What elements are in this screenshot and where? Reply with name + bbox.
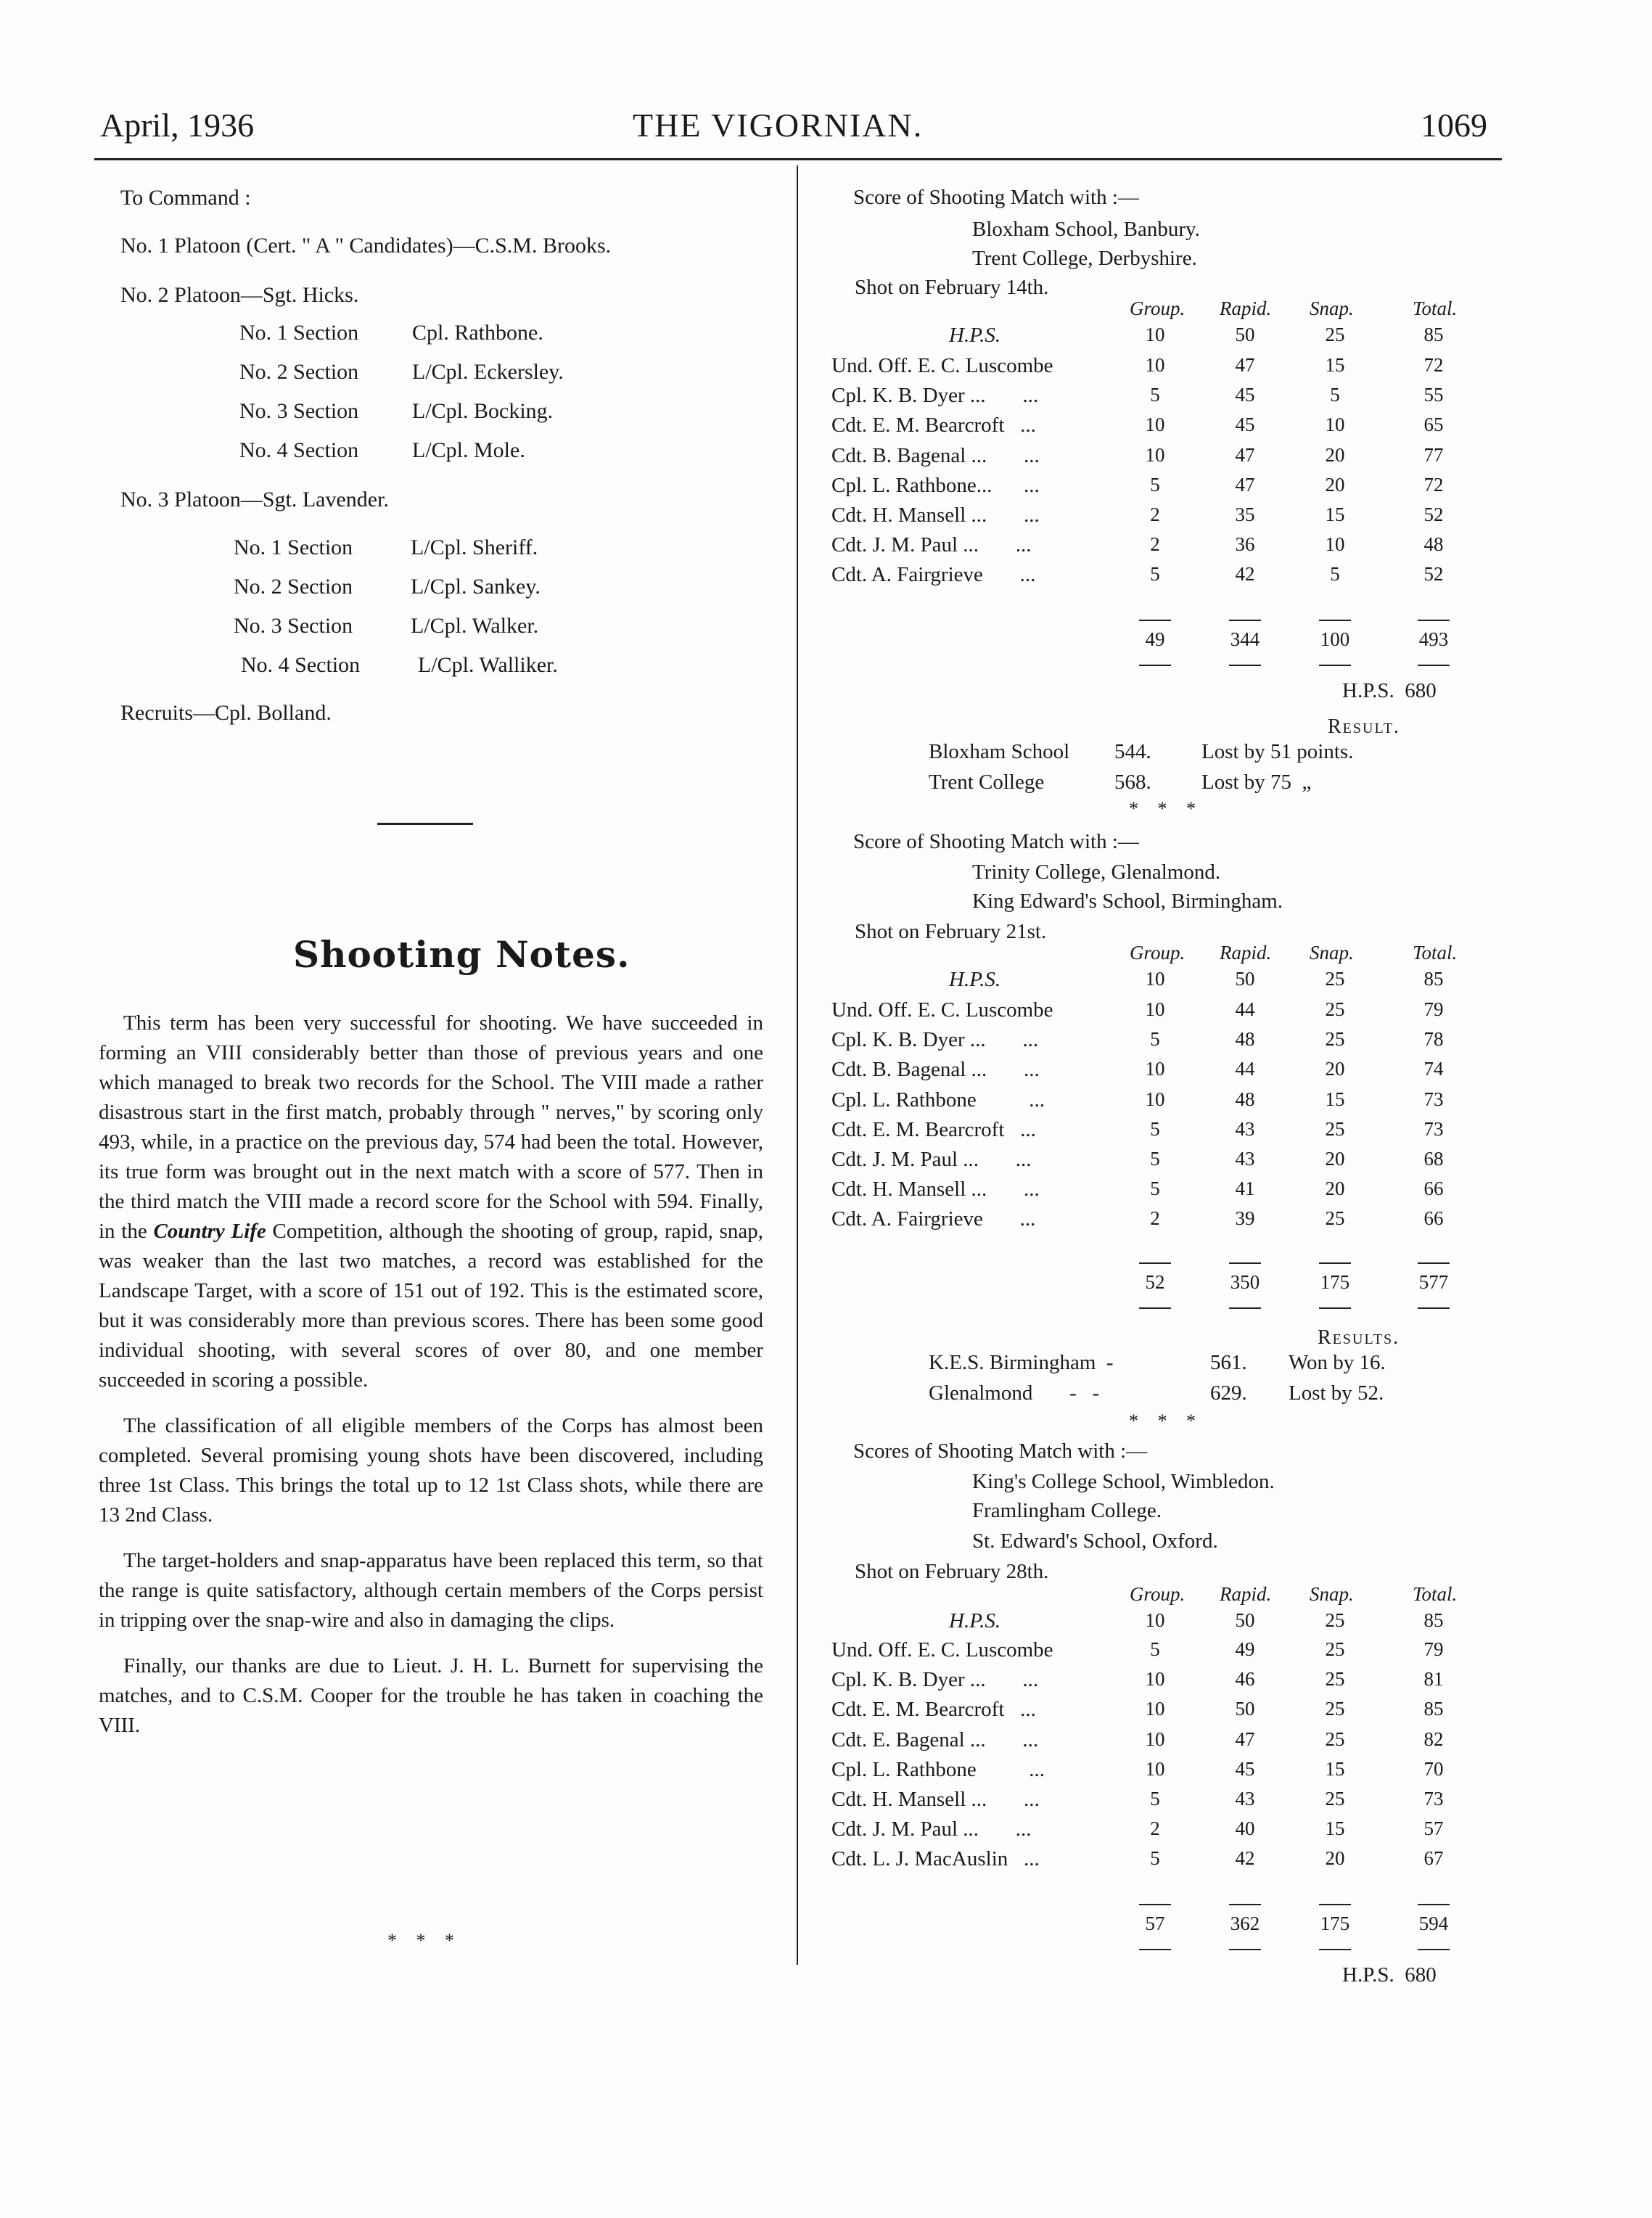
score-total: 74 [1423, 1058, 1444, 1080]
team-total-total: 577 [1418, 1271, 1449, 1293]
platoon-1: No. 1 Platoon (Cert. " A " Candidates)—C.S.M. Brooks. [120, 234, 612, 258]
score-total: 52 [1423, 504, 1444, 525]
score-total: 79 [1423, 998, 1444, 1020]
score-group: 5 [1150, 1117, 1160, 1140]
score-snap: 5 [1330, 384, 1340, 406]
hps-value: 85 [1423, 1609, 1444, 1631]
hps-value: 25 [1325, 968, 1345, 990]
score-row-name: Cdt. B. Bagenal ... ... [831, 1058, 1040, 1082]
result-team: Bloxham School [929, 740, 1070, 763]
result-team: Trent College [929, 771, 1045, 794]
column-header-snap: Snap. [1310, 297, 1354, 319]
match-opponent: Trinity College, Glenalmond. [972, 860, 1221, 884]
score-row-name: Und. Off. E. C. Luscombe [831, 354, 1053, 377]
score-rapid: 36 [1235, 533, 1255, 556]
score-group: 2 [1150, 504, 1160, 525]
shot-date: Shot on February 21st. [855, 920, 1047, 943]
score-group: 10 [1145, 414, 1165, 436]
p2-section-no: No. 3 Section [239, 399, 359, 423]
shot-date: Shot on February 14th. [855, 276, 1049, 299]
team-total-group: 57 [1145, 1913, 1165, 1934]
column-header-group: Group. [1130, 942, 1185, 964]
score-snap: 10 [1325, 533, 1345, 556]
hps-label: H.P.S. [949, 968, 1001, 991]
score-snap: 25 [1325, 1117, 1345, 1140]
score-rapid: 41 [1235, 1178, 1255, 1200]
sum-rule [1319, 620, 1351, 621]
column-header-rapid: Rapid. [1220, 1583, 1272, 1605]
p3-section-leader: L/Cpl. Sankey. [411, 575, 541, 599]
score-row-name: Cpl. L. Rathbone ... [831, 1757, 1045, 1781]
column-header-total: Total. [1413, 942, 1458, 964]
hps-value: 50 [1235, 324, 1255, 345]
result-heading: Result. [1328, 715, 1401, 738]
score-snap: 25 [1325, 1698, 1345, 1720]
sum-rule [1418, 1949, 1450, 1950]
column-header-total: Total. [1413, 1583, 1458, 1605]
column-header-rapid: Rapid. [1220, 297, 1272, 319]
match-divider-stars: * * * [1129, 798, 1203, 819]
team-total-rapid: 350 [1230, 1271, 1260, 1293]
score-group: 10 [1145, 1728, 1165, 1750]
result-outcome: Lost by 51 points. [1201, 740, 1354, 763]
score-row-name: Cpl. L. Rathbone... ... [831, 473, 1040, 497]
hps-value: 50 [1235, 968, 1255, 990]
paragraph: Finally, our thanks are due to Lieut. J. H. L. Burnett for supervising the matches, and to C.S.M. Cooper for the trouble he has taken in coaching the VIII. [99, 1654, 763, 1737]
score-snap: 20 [1325, 1178, 1345, 1200]
score-snap: 15 [1325, 1817, 1345, 1840]
score-total: 85 [1423, 1698, 1444, 1720]
p2-section-no: No. 2 Section [239, 360, 359, 384]
score-total: 72 [1423, 354, 1444, 376]
score-row-name: Und. Off. E. C. Luscombe [831, 998, 1053, 1022]
score-snap: 25 [1325, 1668, 1345, 1691]
score-snap: 10 [1325, 414, 1345, 436]
shooting-notes-body [99, 1009, 763, 1757]
shooting-notes-heading: Shooting Notes. [293, 933, 630, 976]
sum-rule [1229, 665, 1261, 666]
p3-section-no: No. 2 Section [234, 575, 353, 599]
sum-rule [1418, 665, 1450, 666]
p3-section-leader: L/Cpl. Sheriff. [411, 535, 538, 559]
p2-section-no: No. 4 Section [239, 438, 359, 462]
score-rapid: 39 [1235, 1207, 1255, 1230]
score-rapid: 44 [1235, 998, 1255, 1020]
score-row-name: Cdt. H. Mansell ... ... [831, 1178, 1040, 1202]
hps-total: H.P.S. 680 [1342, 679, 1437, 702]
score-group: 5 [1150, 473, 1160, 496]
score-rapid: 47 [1235, 1728, 1255, 1750]
score-total: 55 [1423, 384, 1444, 406]
score-rapid: 42 [1235, 563, 1255, 586]
score-snap: 15 [1325, 1088, 1345, 1110]
score-rapid: 44 [1235, 1058, 1255, 1080]
score-snap: 25 [1325, 1028, 1345, 1051]
score-group: 10 [1145, 354, 1165, 376]
p3-section-no: No. 4 Section [241, 653, 361, 677]
score-snap: 25 [1325, 998, 1345, 1020]
score-group: 5 [1150, 563, 1160, 586]
match-opponent: Framlingham College. [972, 1499, 1162, 1522]
score-rapid: 43 [1235, 1117, 1255, 1140]
column-header-rapid: Rapid. [1220, 942, 1272, 964]
score-group: 5 [1150, 1148, 1160, 1170]
team-total-snap: 175 [1320, 1271, 1350, 1293]
score-row-name: Cdt. J. M. Paul ... ... [831, 1148, 1032, 1171]
score-rapid: 43 [1235, 1148, 1255, 1170]
p3-section-leader: L/Cpl. Walker. [411, 614, 539, 638]
hps-value: 25 [1325, 1609, 1345, 1631]
score-rapid: 47 [1235, 473, 1255, 496]
score-rapid: 43 [1235, 1788, 1255, 1810]
recruits: Recruits—Cpl. Bolland. [120, 701, 332, 725]
sum-rule [1418, 1904, 1450, 1905]
sum-rule [1139, 1262, 1171, 1264]
score-rapid: 47 [1235, 443, 1255, 466]
score-row-name: Cdt. E. M. Bearcroft ... [831, 1698, 1036, 1722]
result-score: 568. [1114, 771, 1151, 794]
p2-section-leader: L/Cpl. Bocking. [412, 399, 554, 423]
hps-value: 10 [1145, 968, 1165, 990]
score-rapid: 48 [1235, 1088, 1255, 1110]
match-opponent: St. Edward's School, Oxford. [972, 1529, 1218, 1553]
score-total: 52 [1423, 563, 1444, 586]
match-divider-stars: * * * [1129, 1410, 1203, 1432]
score-row-name: Cdt. E. M. Bearcroft ... [831, 414, 1036, 438]
result-score: 561. [1210, 1351, 1247, 1374]
score-group: 10 [1145, 1668, 1165, 1691]
score-rapid: 45 [1235, 414, 1255, 436]
team-total-group: 52 [1145, 1271, 1165, 1293]
score-rapid: 45 [1235, 384, 1255, 406]
sum-rule [1319, 1262, 1351, 1264]
sum-rule [1229, 1307, 1261, 1309]
sum-rule [1229, 1262, 1261, 1264]
column-header-group: Group. [1130, 1583, 1185, 1605]
score-row-name: Cdt. H. Mansell ... ... [831, 504, 1040, 527]
score-row-name: Cdt. L. J. MacAuslin ... [831, 1847, 1040, 1871]
hps-label: H.P.S. [949, 1609, 1001, 1632]
hps-label: H.P.S. [949, 324, 1001, 347]
result-score: 629. [1210, 1381, 1247, 1405]
match-opponent: Bloxham School, Banbury. [972, 218, 1200, 241]
paragraph: The classification of all eligible members of the Corps has almost been completed. Several promising young shots have been discovered, including three 1st Class. This brings the total up to 12 1st Class shots, while there are 13 2nd Class. [99, 1414, 763, 1527]
header-title: THE VIGORNIAN. [633, 107, 924, 144]
score-rapid: 40 [1235, 1817, 1255, 1840]
paragraph: The target-holders and snap-apparatus have been replaced this term, so that the range is quite satisfactory, although certain members of the Corps persist in tripping over the snap-wire and also in damaging the clips. [99, 1549, 763, 1632]
score-row-name: Cdt. A. Fairgrieve ... [831, 563, 1036, 587]
score-group: 10 [1145, 1698, 1165, 1720]
score-snap: 15 [1325, 504, 1345, 525]
score-group: 10 [1145, 1058, 1165, 1080]
result-heading: Results. [1318, 1326, 1400, 1349]
score-row-name: Cdt. E. M. Bearcroft ... [831, 1117, 1036, 1141]
score-group: 5 [1150, 1788, 1160, 1810]
score-group: 2 [1150, 533, 1160, 556]
p2-section-no: No. 1 Section [239, 321, 359, 345]
score-group: 2 [1150, 1817, 1160, 1840]
match-opponent: King's College School, Wimbledon. [972, 1470, 1275, 1493]
score-row-name: Cpl. K. B. Dyer ... ... [831, 1668, 1039, 1692]
sum-rule [1229, 1904, 1261, 1905]
score-row-name: Cdt. E. Bagenal ... ... [831, 1728, 1039, 1751]
score-group: 5 [1150, 1847, 1160, 1870]
hps-value: 10 [1145, 324, 1165, 345]
score-row-name: Cpl. L. Rathbone ... [831, 1088, 1045, 1112]
sum-rule [1139, 1307, 1171, 1309]
team-total-group: 49 [1145, 628, 1165, 650]
score-snap: 25 [1325, 1638, 1345, 1660]
platoon-3: No. 3 Platoon—Sgt. Lavender. [120, 488, 389, 512]
score-total: 77 [1423, 443, 1444, 466]
sum-rule [1229, 620, 1261, 621]
score-total: 81 [1423, 1668, 1444, 1691]
paragraph: This term has been very successful for shooting. We have succeeded in forming an VIII considerably better than those of previous years and one which managed to break two records for the School. The VIII made a rather disastrous start in the first match, probably through " nerves," by scoring only 493, while, in a practice on the previous day, 574 had been the total. However, its true form was brought out in the next match with a score of 577. Then in the third match the VIII made a record score for the School with 594. Finally, in the Country Life Competition, although the shooting of group, rapid, snap, was weaker than the last two matches, a record was established for the Landscape Target, with a score of 151 out of 192. This is the estimated score, but it was considerably more than previous scores. There has been some good individual shooting, with several scores of over 80, and one member succeeded in scoring a possible. [99, 1011, 763, 1392]
score-snap: 25 [1325, 1728, 1345, 1750]
score-snap: 20 [1325, 443, 1345, 466]
result-score: 544. [1114, 740, 1151, 763]
score-group: 10 [1145, 1757, 1165, 1780]
score-row-name: Cdt. H. Mansell ... ... [831, 1788, 1040, 1811]
score-total: 73 [1423, 1788, 1444, 1810]
column-header-snap: Snap. [1310, 942, 1354, 964]
score-total: 68 [1423, 1148, 1444, 1170]
p3-section-no: No. 3 Section [234, 614, 353, 638]
score-total: 57 [1423, 1817, 1444, 1840]
sum-rule [1139, 1904, 1171, 1905]
score-row-name: Cdt. A. Fairgrieve ... [831, 1207, 1036, 1231]
score-snap: 25 [1325, 1207, 1345, 1230]
p2-section-leader: L/Cpl. Mole. [412, 438, 525, 462]
score-group: 2 [1150, 1207, 1160, 1230]
p3-section-no: No. 1 Section [234, 535, 353, 559]
score-row-name: Cdt. J. M. Paul ... ... [831, 1817, 1032, 1841]
match-opponent: King Edward's School, Birmingham. [972, 890, 1283, 913]
sum-rule [1418, 1262, 1450, 1264]
match-title: Score of Shooting Match with :— [853, 186, 1139, 209]
hps-value: 10 [1145, 1609, 1165, 1631]
score-snap: 15 [1325, 1757, 1345, 1780]
hps-value: 85 [1423, 968, 1444, 990]
closing-stars: * * * [387, 1930, 461, 1951]
sum-rule [1319, 665, 1351, 666]
score-group: 5 [1150, 1638, 1160, 1660]
platoon-2: No. 2 Platoon—Sgt. Hicks. [120, 283, 359, 307]
score-total: 65 [1423, 414, 1444, 436]
score-row-name: Und. Off. E. C. Luscombe [831, 1638, 1053, 1662]
score-snap: 20 [1325, 1058, 1345, 1080]
score-rapid: 47 [1235, 354, 1255, 376]
score-rapid: 48 [1235, 1028, 1255, 1051]
result-outcome: Lost by 52. [1289, 1381, 1384, 1405]
sum-rule [1418, 1307, 1450, 1309]
score-total: 78 [1423, 1028, 1444, 1051]
header-date: April, 1936 [100, 107, 255, 144]
hps-value: 85 [1423, 324, 1444, 345]
score-row-name: Cdt. J. M. Paul ... ... [831, 533, 1032, 557]
score-snap: 25 [1325, 1788, 1345, 1810]
score-total: 79 [1423, 1638, 1444, 1660]
score-group: 5 [1150, 1028, 1160, 1051]
sum-rule [1319, 1949, 1351, 1950]
header-rule [94, 158, 1502, 160]
match-opponent: Trent College, Derbyshire. [972, 247, 1197, 270]
score-total: 66 [1423, 1178, 1444, 1200]
score-rapid: 49 [1235, 1638, 1255, 1660]
sum-rule [1319, 1904, 1351, 1905]
header-page-number: 1069 [1421, 107, 1487, 144]
result-team: K.E.S. Birmingham - [929, 1351, 1114, 1374]
score-rapid: 50 [1235, 1698, 1255, 1720]
score-rapid: 45 [1235, 1757, 1255, 1780]
score-snap: 20 [1325, 1148, 1345, 1170]
sum-rule [1319, 1307, 1351, 1309]
p2-section-leader: L/Cpl. Eckersley. [412, 360, 564, 384]
score-snap: 20 [1325, 473, 1345, 496]
team-total-snap: 100 [1320, 628, 1350, 650]
p3-section-leader: L/Cpl. Walliker. [418, 653, 558, 677]
score-group: 10 [1145, 1088, 1165, 1110]
score-total: 73 [1423, 1088, 1444, 1110]
score-total: 67 [1423, 1847, 1444, 1870]
score-row-name: Cpl. K. B. Dyer ... ... [831, 1028, 1039, 1052]
team-total-total: 493 [1418, 628, 1449, 650]
team-total-total: 594 [1418, 1913, 1449, 1934]
score-total: 72 [1423, 473, 1444, 496]
hps-value: 25 [1325, 324, 1345, 345]
shot-date: Shot on February 28th. [855, 1560, 1049, 1583]
section-divider [377, 823, 473, 825]
score-total: 48 [1423, 533, 1444, 556]
result-outcome: Lost by 75 „ [1201, 771, 1312, 794]
sum-rule [1139, 1949, 1171, 1950]
score-rapid: 46 [1235, 1668, 1255, 1691]
score-total: 70 [1423, 1757, 1444, 1780]
score-row-name: Cpl. K. B. Dyer ... ... [831, 384, 1039, 408]
score-row-name: Cdt. B. Bagenal ... ... [831, 443, 1040, 467]
score-snap: 5 [1330, 563, 1340, 586]
sum-rule [1139, 665, 1171, 666]
team-total-rapid: 344 [1230, 628, 1260, 650]
score-group: 5 [1150, 1178, 1160, 1200]
team-total-rapid: 362 [1230, 1913, 1260, 1934]
score-snap: 15 [1325, 354, 1345, 376]
score-group: 10 [1145, 443, 1165, 466]
hps-value: 50 [1235, 1609, 1255, 1631]
column-header-snap: Snap. [1310, 1583, 1354, 1605]
command-heading: To Command : [120, 186, 251, 210]
match-title: Score of Shooting Match with :— [853, 830, 1139, 853]
sum-rule [1139, 620, 1171, 621]
score-rapid: 42 [1235, 1847, 1255, 1870]
team-total-snap: 175 [1320, 1913, 1350, 1934]
p2-section-leader: Cpl. Rathbone. [412, 321, 543, 345]
match-title: Scores of Shooting Match with :— [853, 1439, 1148, 1463]
score-total: 82 [1423, 1728, 1444, 1750]
column-rule [797, 165, 798, 1965]
sum-rule [1229, 1949, 1261, 1950]
score-group: 10 [1145, 998, 1165, 1020]
score-group: 5 [1150, 384, 1160, 406]
column-header-total: Total. [1413, 297, 1458, 319]
score-snap: 20 [1325, 1847, 1345, 1870]
result-outcome: Won by 16. [1289, 1351, 1386, 1374]
hps-total: H.P.S. 680 [1342, 1963, 1437, 1987]
result-team: Glenalmond - - [929, 1381, 1100, 1405]
column-header-group: Group. [1130, 297, 1185, 319]
score-total: 73 [1423, 1117, 1444, 1140]
score-rapid: 35 [1235, 504, 1255, 525]
score-total: 66 [1423, 1207, 1444, 1230]
sum-rule [1418, 620, 1450, 621]
